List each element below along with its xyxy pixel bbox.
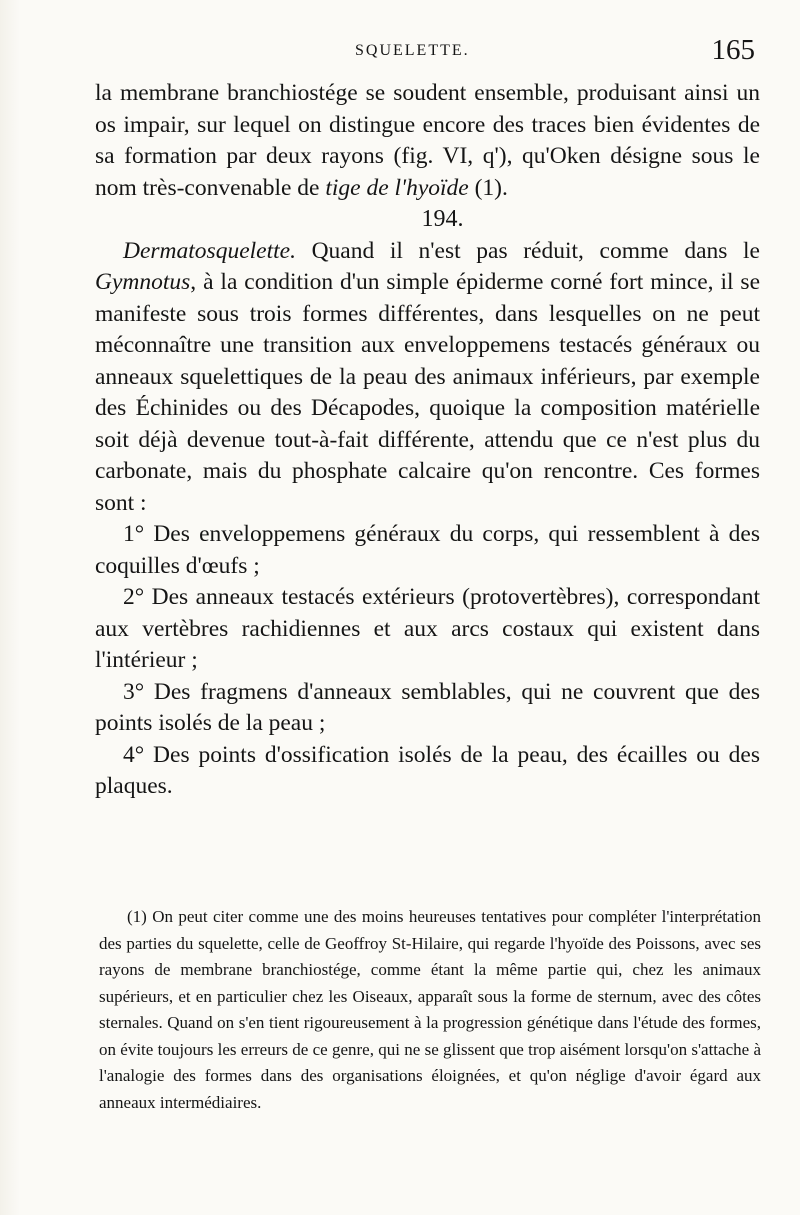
section-number: 194. <box>421 206 464 232</box>
page-number: 165 <box>711 34 755 66</box>
running-title: SQUELETTE. <box>355 42 470 59</box>
gymnotus-term: Gymnotus <box>95 269 191 295</box>
continuation-paragraph <box>95 78 760 204</box>
footnote-1: (1) On peut citer comme une des moins heureuses tentatives pour compléter l'interprétation des parties du squelette, celle de Geoffroy St-Hilaire, qui regarde l'hyoïde des Poissons, avec ses rayons de membrane branchiostége, comme étant la même partie qui, chez les animaux supérieurs, et en particulier chez les Oiseaux, apparaît sous la forme de sternum, avec des côtes sternales. Quand on s'en tient rigoureusement à la progression génétique dans l'étude des formes, on évite toujours les erreurs de ce genre, qui ne se glissent que trop aisément lorsqu'on s'attache à l'analogie des formes dans des organisations éloignées, et qu'on néglige d'avoir égard aux anneaux intermédiaires. <box>99 907 761 1112</box>
dermatosquelette-text-2: , à la condition d'un simple épiderme corné fort mince, il se manifeste sous trois formes différentes, dans lesquelles on ne peut méconnaître une transition aux enveloppemens testacés généraux ou anneaux squelettiques de la peau des animaux inférieurs, par exemple des Échinides ou des Décapodes, quoique la composition matérielle soit déjà devenue tout-à-fait différente, attendu que ce n'est plus du carbonate, mais du phosphate calcaire qu'on rencontre. Ces formes sont : <box>95 269 760 516</box>
body-text <box>95 78 760 803</box>
page-binding-edge <box>0 0 20 1215</box>
dermatosquelette-paragraph <box>95 236 760 520</box>
list-item: 3° Des fragmens d'anneaux semblables, qui ne couvrent que des points isolés de la peau ; <box>95 678 760 736</box>
continuation-text: la membrane branchiostége se soudent ensemble, produisant ainsi un os impair, sur lequel on distingue encore des traces bien évidentes de sa formation par deux rayons (fig. VI, q'), qu'Oken désigne sous le nom très-convenable de <box>95 80 760 201</box>
list-item: 1° Des enveloppemens généraux du corps, qui ressemblent à des coquilles d'œufs ; <box>95 521 760 579</box>
page-header <box>95 34 755 72</box>
list-item: 2° Des anneaux testacés extérieurs (protovertèbres), correspondant aux vertèbres rachidiennes et aux arcs costaux qui existent dans l'intérieur ; <box>95 584 760 673</box>
footnote-reference: (1). <box>468 174 508 201</box>
tige-hyoide-term: tige de l'hyoïde <box>325 174 469 201</box>
dermatosquelette-term: Dermatosquelette. <box>123 237 296 264</box>
dermatosquelette-text-1: Quand il n'est pas réduit, comme dans le <box>295 237 760 264</box>
list-item: 4° Des points d'ossification isolés de la peau, des écailles ou des plaques. <box>95 741 760 799</box>
footnotes <box>99 904 761 1116</box>
